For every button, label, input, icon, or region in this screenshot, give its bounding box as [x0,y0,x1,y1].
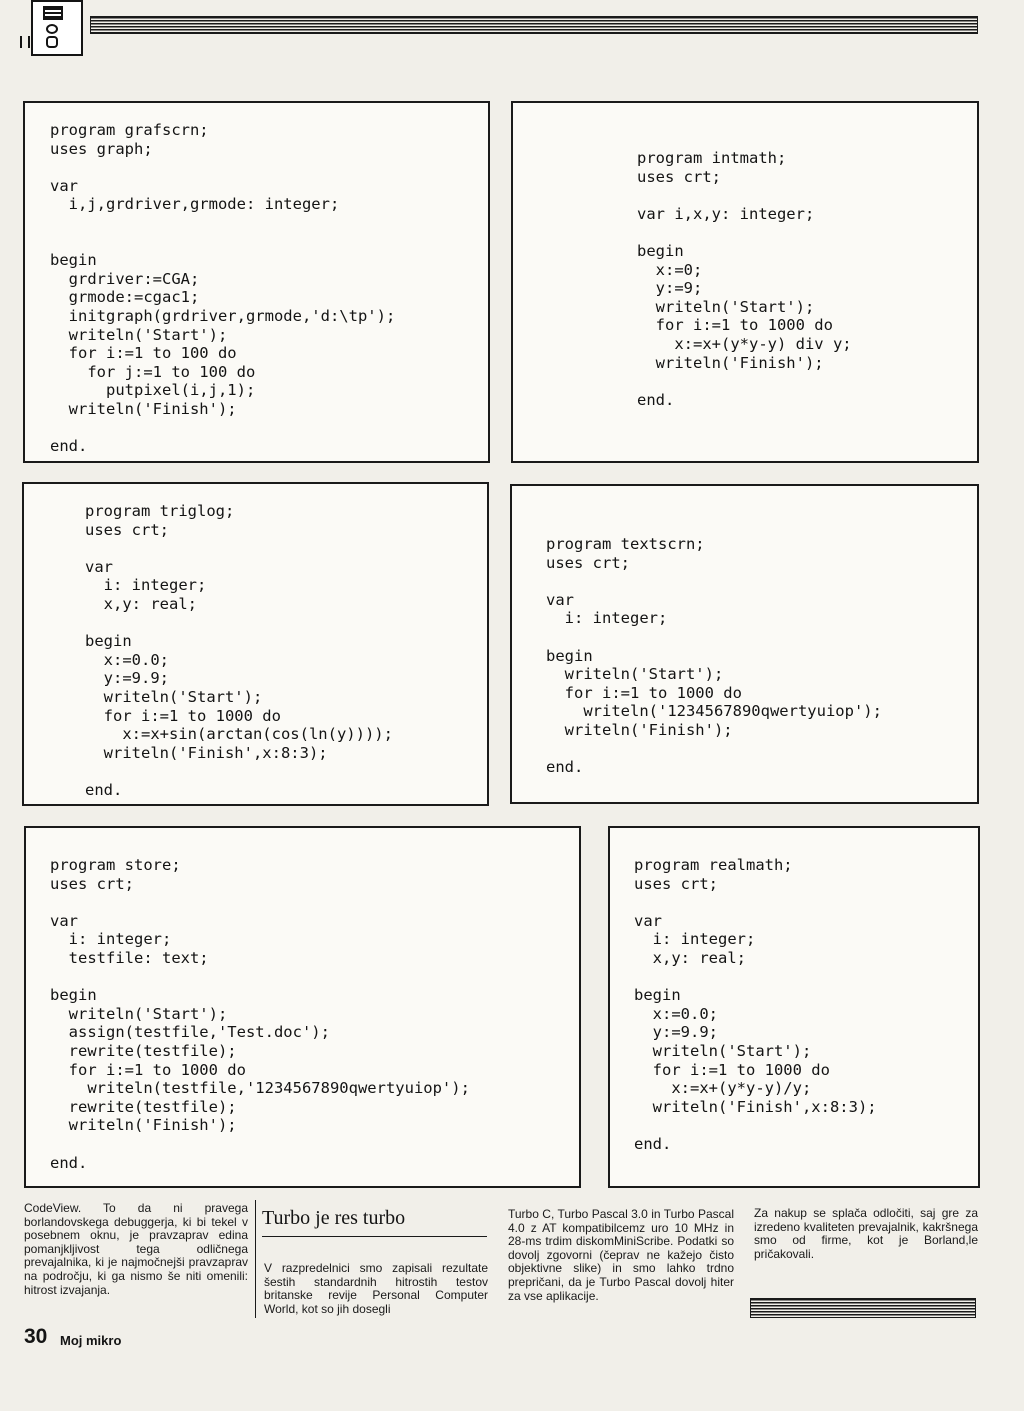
article-column-4: Za nakup se splača odločiti, saj gre za izredeno kvaliteten prevajalnik, kakršnega smo od firme, kot je Borland,le pričakovali. [754,1206,978,1261]
article-column-3: Turbo C, Turbo Pascal 3.0 in Turbo Pascal 4.0 z AT kompatibilcemz uro 10 MHz in 28-ms trdim diskomMiniScribe. Podatki so dovolj zgovorni (čeprav ne kažejo čisto objektivne slike) in smo lahko trdno prepričani, da je Turbo Pascal dovolj hiter za vse aplikacije. [508,1207,734,1303]
code-listing-triglog: program triglog; uses crt; var i: integer; x,y: real; begin x:=0.0; y:=9.9; writeln('Start'); for i:=1 to 1000 do x:=x+sin(arctan(cos(ln(y)))); writeln('Finish',x:8:3); end. [85,502,393,799]
code-box-triglog [22,482,489,806]
column-divider [255,1200,256,1318]
code-box-textscrn [510,484,979,804]
drive-icon [46,36,58,48]
code-listing-textscrn: program textscrn; uses crt; var i: integer; begin writeln('Start'); for i:=1 to 1000 do writeln('1234567890qwertyuiop'); writeln('Finish'); end. [546,535,882,777]
article-column-2: V razpredelnici smo zapisali rezultate šestih standardnih hitrostih testov britanske revije Personal Computer World, kot so jih dosegli [264,1261,488,1316]
margin-mark [20,36,30,48]
code-listing-store: program store; uses crt; var i: integer; testfile: text; begin writeln('Start'); assign(testfile,'Test.doc'); rewrite(testfile); for i:=1 to 1000 do writeln(testfile,'1234567890qwertyuiop'); rewrite(testfile); writeln('Finish'); end. [50,856,470,1172]
article-column-1: CodeView. To da ni pravega borlandovskega debuggerja, ki bi tekel v posebnem oknu, je pravzaprav edina pomanjkljivost tega odličnega prevajalnika, ki je najmočnejši pravzaprav na področju, ki ga nismo še niti omenili: hitrost izvajanja. [24,1201,248,1297]
footer-rule [750,1298,976,1318]
code-listing-grafscrn: program grafscrn; uses graph; var i,j,grdriver,grmode: integer; begin grdriver:=CGA; grmode:=cgac1; initgraph(grdriver,grmode,'d:\tp'); writeln('Start'); for i:=1 to 100 do for j:=1 to 100 do putpixel(i,j,1); writeln('Finish'); end. [50,121,396,456]
disk-icon [46,24,58,34]
article-headline: Turbo je res turbo [262,1207,406,1229]
code-listing-intmath: program intmath; uses crt; var i,x,y: integer; begin x:=0; y:=9; writeln('Start'); for i:=1 to 1000 do x:=x+(y*y-y) div y; writeln('Finish'); end. [637,149,852,409]
code-box-realmath [608,826,980,1188]
monitor-icon [43,6,63,20]
header-rule [90,16,978,34]
page-number: 30 [24,1325,48,1348]
headline-rule [262,1236,487,1237]
code-box-store [24,826,581,1188]
code-listing-realmath: program realmath; uses crt; var i: integer; x,y: real; begin x:=0.0; y:=9.9; writeln('Start'); for i:=1 to 1000 do x:=x+(y*y-y)/y; writeln('Finish',x:8:3); end. [634,856,877,1153]
code-box-intmath [511,101,979,463]
magazine-name: Moj mikro [60,1333,122,1348]
code-box-grafscrn [23,101,490,463]
computer-icon [31,0,83,56]
